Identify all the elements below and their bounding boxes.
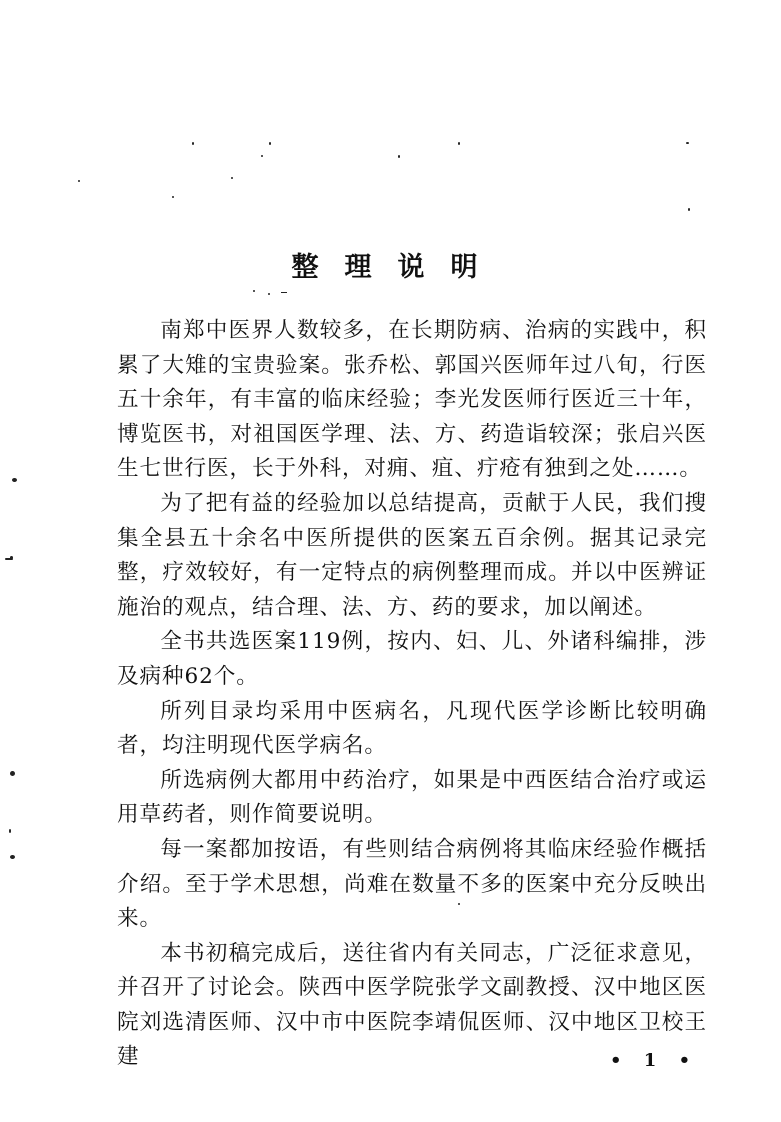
- scan-speck: [269, 142, 271, 145]
- scan-speck: [281, 292, 287, 293]
- scan-speck: [458, 903, 460, 905]
- scan-speck: [5, 558, 13, 560]
- body-text: [117, 314, 707, 1075]
- paragraph-case-count: 全书共选医案119例，按内、妇、儿、外诸科编排，涉及病种62个。: [117, 629, 707, 689]
- scan-speck: [261, 155, 263, 157]
- scan-speck: [192, 142, 194, 145]
- page-number: • 1 •: [610, 1050, 699, 1071]
- paragraph-treatment: 所选病例大都用中药治疗，如果是中西医结合治疗或运用草药者，则作简要说明。: [117, 767, 707, 828]
- scan-speck: [686, 142, 689, 144]
- scan-speck: [172, 196, 174, 198]
- page-title: 整理说明: [291, 252, 504, 283]
- scan-speck: [268, 293, 270, 295]
- scan-speck: [398, 155, 400, 158]
- paragraph-intro: 南郑中医界人数较多，在长期防病、治病的实践中，积累了大雉的宝贵验案。张乔松、郭国兴医师年过八旬，行医五十余年，有丰富的临床经验；李光发医师行医近三十年，博览医书，对祖国医学理、法、方、药造诣较深；张启兴医生七世行医，长于外科，对痈、疽、疔疮有独到之处……。: [117, 318, 707, 482]
- scan-speck: [688, 208, 690, 211]
- scan-speck: [9, 829, 11, 833]
- paragraph-disease-names: 所列目录均采用中医病名，凡现代医学诊断比较明确者，均注明现代医学病名。: [117, 698, 707, 759]
- scan-speck: [10, 855, 15, 859]
- scan-speck: [12, 478, 17, 482]
- scan-speck: [78, 180, 80, 182]
- paragraph-purpose: 为了把有益的经验加以总结提高，贡献于人民，我们搜集全县五十余名中医所提供的医案五百余例。据其记录完整，疗效较好，有一定特点的病例整理而成。并以中医辨证施治的观点，结合理、法、方、药的要求，加以阐述。: [117, 490, 707, 620]
- scan-speck: [10, 771, 15, 776]
- scan-speck: [458, 142, 460, 145]
- scan-speck: [231, 177, 233, 179]
- paragraph-commentary: 每一案都加按语，有些则结合病例将其临床经验作概括介绍。至于学术思想，尚难在数量不多的医案中充分反映出来。: [117, 836, 707, 932]
- paragraph-review: 本书初稿完成后，送往省内有关同志，广泛征求意见，并召开了讨论会。陕西中医学院张学文副教授、汉中地区医院刘选清医师、汉中市中医院李靖侃医师、汉中地区卫校王建: [117, 940, 707, 1070]
- scan-speck: [253, 290, 255, 292]
